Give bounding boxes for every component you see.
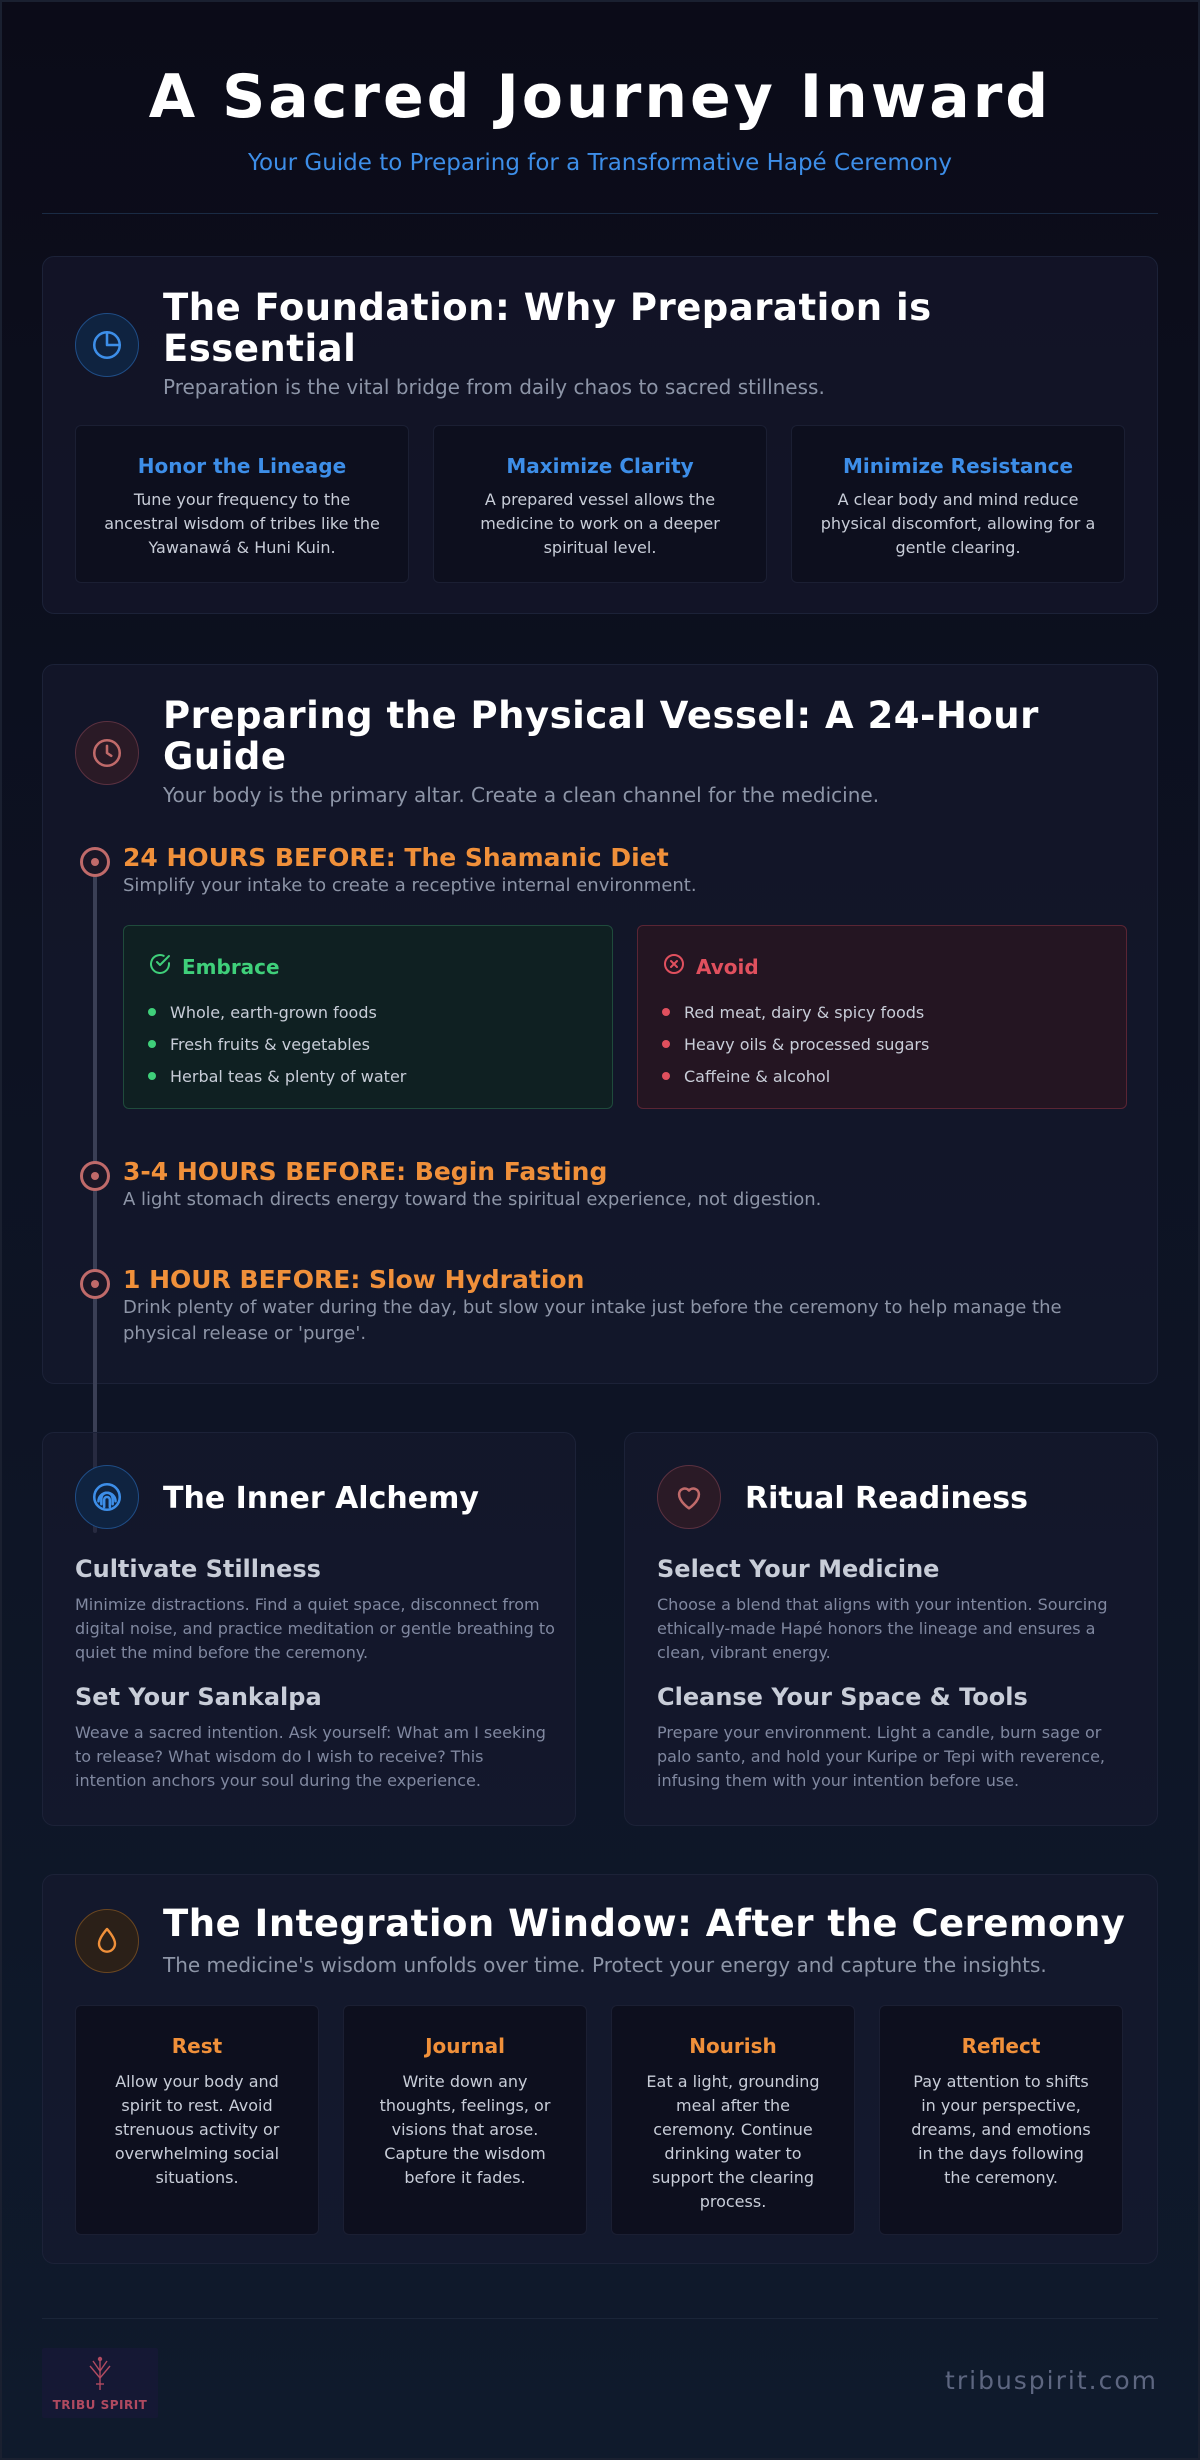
pie-chart-icon [75, 313, 139, 377]
integration-card [343, 2005, 587, 2235]
inner-item-heading: Cultivate Stillness [75, 1555, 321, 1583]
foundation-subtitle: Preparation is the vital bridge from daily chaos to sacred stillness. [163, 375, 825, 399]
page-header [0, 62, 1200, 176]
physical-title: Preparing the Physical Vessel: A 24-Hour Guide [163, 694, 1039, 778]
inner-item-text: Minimize distractions. Find a quiet space, disconnect from digital noise, and practice meditation or gentle breathing to quiet the mind before the ceremony. [75, 1595, 555, 1662]
inner-alchemy-section [42, 1432, 576, 1826]
footer-divider [42, 2318, 1158, 2319]
timeline-step-heading: 1 HOUR BEFORE: Slow Hydration [123, 1265, 585, 1294]
logo-text: TRIBU SPIRIT [52, 2398, 148, 2412]
avoid-list [662, 996, 929, 1092]
inner-item-text: Weave a sacred intention. Ask yourself: What am I seeking to release? What wisdom do I wish to receive? This intention anchors your soul during the experience. [75, 1723, 546, 1790]
integration-card-title: Rest [171, 2034, 223, 2058]
timeline-dot [80, 1161, 110, 1191]
bullet-icon [662, 1072, 670, 1080]
list-item: Fresh fruits & vegetables [148, 1028, 406, 1060]
avoid-box [637, 925, 1127, 1109]
foundation-card-text: A prepared vessel allows the medicine to work on a deeper spiritual level. [480, 490, 720, 557]
brand-logo[interactable] [42, 2348, 158, 2418]
list-item: Heavy oils & processed sugars [662, 1028, 929, 1060]
ritual-readiness-title: Ritual Readiness [745, 1481, 1028, 1516]
x-circle-icon [662, 952, 686, 981]
ritual-item-heading: Select Your Medicine [657, 1555, 940, 1583]
foundation-title: The Foundation: Why Preparation is Essential [163, 286, 932, 370]
foundation-card-title: Honor the Lineage [137, 454, 347, 478]
droplet-icon [75, 1909, 139, 1973]
list-item: Caffeine & alcohol [662, 1060, 929, 1092]
foundation-section [42, 256, 1158, 614]
list-item: Whole, earth-grown foods [148, 996, 406, 1028]
embrace-box [123, 925, 613, 1109]
ritual-item-text: Prepare your environment. Light a candle, burn sage or palo santo, and hold your Kuripe or Tepi with reverence, infusing them with your intention before use. [657, 1723, 1105, 1790]
foundation-card [75, 425, 409, 583]
integration-card-text: Eat a light, grounding meal after the ceremony. Continue drinking water to support the clearing process. [646, 2072, 820, 2211]
timeline-dot [80, 847, 110, 877]
bullet-icon [148, 1072, 156, 1080]
check-circle-icon [148, 952, 172, 981]
embrace-label: Embrace [182, 954, 280, 979]
header-divider [42, 213, 1158, 214]
inner-alchemy-title: The Inner Alchemy [163, 1481, 479, 1516]
timeline-step-text: A light stomach directs energy toward the spiritual experience, not digestion. [123, 1189, 822, 1210]
spiral-icon [75, 1465, 139, 1529]
page-title: A Sacred Journey Inward [148, 62, 1052, 132]
list-item: Herbal teas & plenty of water [148, 1060, 406, 1092]
bullet-icon [662, 1040, 670, 1048]
bullet-icon [148, 1008, 156, 1016]
foundation-card-text: Tune your frequency to the ancestral wisdom of tribes like the Yawanawá & Huni Kuin. [104, 490, 380, 557]
site-link[interactable]: tribuspirit.com [945, 2366, 1158, 2395]
list-item: Red meat, dairy & spicy foods [662, 996, 929, 1028]
integration-card [75, 2005, 319, 2235]
integration-card-text: Pay attention to shifts in your perspective, dreams, and emotions in the days following the ceremony. [911, 2072, 1091, 2187]
foundation-card-title: Maximize Clarity [506, 454, 694, 478]
foundation-card [791, 425, 1125, 583]
heart-icon [657, 1465, 721, 1529]
foundation-card [433, 425, 767, 583]
foundation-card-text: A clear body and mind reduce physical discomfort, allowing for a gentle clearing. [820, 490, 1096, 557]
physical-subtitle: Your body is the primary altar. Create a clean channel for the medicine. [163, 783, 880, 807]
timeline-step-text: Drink plenty of water during the day, but slow your intake just before the ceremony to help manage the physical release or 'purge'. [123, 1297, 1062, 1344]
inner-item-heading: Set Your Sankalpa [75, 1683, 322, 1711]
ritual-item-heading: Cleanse Your Space & Tools [657, 1683, 1028, 1711]
timeline-step-heading: 24 HOURS BEFORE: The Shamanic Diet [123, 843, 669, 872]
timeline-line [93, 853, 97, 1533]
integration-card-text: Write down any thoughts, feelings, or visions that arose. Capture the wisdom before it fades. [379, 2072, 551, 2187]
integration-section [42, 1874, 1158, 2264]
timeline-dot [80, 1269, 110, 1299]
page-subtitle: Your Guide to Preparing for a Transformative Hapé Ceremony [247, 150, 952, 176]
bullet-icon [662, 1008, 670, 1016]
integration-subtitle: The medicine's wisdom unfolds over time. Protect your energy and capture the insights. [163, 1953, 1047, 1977]
foundation-card-title: Minimize Resistance [842, 454, 1074, 478]
integration-card-text: Allow your body and spirit to rest. Avoid strenuous activity or overwhelming social situations. [114, 2072, 280, 2187]
integration-card [879, 2005, 1123, 2235]
clock-icon [75, 721, 139, 785]
ritual-readiness-section [624, 1432, 1158, 1826]
integration-card [611, 2005, 855, 2235]
bullet-icon [148, 1040, 156, 1048]
integration-card-title: Reflect [961, 2034, 1041, 2058]
integration-card-title: Nourish [689, 2034, 777, 2058]
avoid-label: Avoid [696, 954, 759, 979]
integration-title: The Integration Window: After the Ceremony [163, 1902, 1126, 1945]
ritual-item-text: Choose a blend that aligns with your intention. Sourcing ethically-made Hapé honors the lineage and ensures a clean, vibrant energy. [657, 1595, 1108, 1662]
embrace-list [148, 996, 406, 1092]
timeline-step-text: Simplify your intake to create a receptive internal environment. [123, 875, 697, 896]
timeline-step-heading: 3-4 HOURS BEFORE: Begin Fasting [123, 1157, 608, 1186]
integration-card-title: Journal [425, 2034, 505, 2058]
feather-icon [80, 2354, 120, 2394]
physical-section [42, 664, 1158, 1384]
